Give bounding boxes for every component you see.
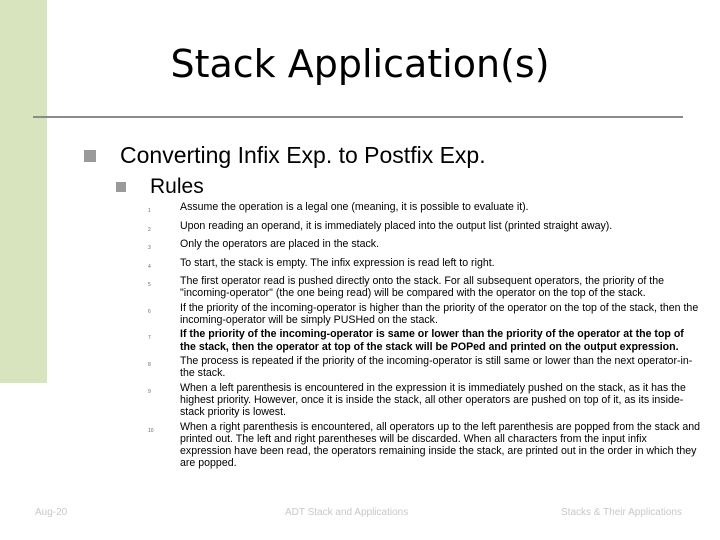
square-bullet-icon: [84, 150, 96, 162]
rule-item: [148, 355, 700, 379]
square-bullet-icon: [116, 182, 126, 192]
rule-number: 2: [148, 226, 151, 233]
rule-item: [148, 257, 700, 273]
title-divider: [33, 116, 683, 118]
rule-item: [148, 302, 700, 326]
rule-item: [148, 328, 700, 352]
rule-text: Only the operators are placed in the stack.: [180, 238, 380, 250]
bullet-level1-text: Converting Infix Exp. to Postfix Exp.: [120, 142, 486, 168]
rule-text: Assume the operation is a legal one (meaning, it is possible to evaluate it).: [180, 201, 529, 213]
rule-item: [148, 220, 700, 236]
rule-item: [148, 275, 700, 299]
rule-text: The first operator read is pushed directly onto the stack. For all subsequent operators, the priority of the "incoming-operator" (the one being read) will be compared with the operator on the top of the stack.: [180, 275, 665, 300]
rule-item: [148, 201, 700, 217]
rule-number: 8: [148, 362, 151, 369]
rule-text: If the priority of the incoming-operator is higher than the priority of the operator on the top of the stack, then the incoming-operator will be simply PUSHed on the stack.: [180, 301, 699, 326]
rule-number: 4: [148, 263, 151, 270]
rule-number: 7: [148, 335, 151, 342]
rule-text: To start, the stack is empty. The infix expression is read left to right.: [180, 256, 495, 269]
footer-title: ADT Stack and Applications: [285, 507, 409, 518]
rule-number: 1: [148, 208, 151, 214]
rule-text: If the priority of the incoming-operator is same or lower than the priority of the operator at the top of the stack, then the operator at top of the stack will be POPed and printed on the output expression.: [180, 328, 684, 353]
bullet-level2: [116, 175, 204, 199]
rule-number: 3: [148, 245, 151, 251]
rule-text: When a left parenthesis is encountered in the expression it is immediately pushed on the stack, as it has the highest priority. However, once it is inside the stack, all other operators are pushed on top of it, as its inside-stack priority is lowest.: [180, 381, 686, 419]
bullet-level2-text: Rules: [150, 175, 204, 198]
rule-text: Upon reading an operand, it is immediately placed into the output list (printed straight away).: [180, 219, 613, 232]
rule-number: 6: [148, 308, 151, 315]
rules-list: [148, 201, 700, 472]
rule-text: When a right parenthesis is encountered, all operators up to the left parenthesis are popped from the stack and printed out. The left and right parentheses will be discarded. When all characters from the input infix expression have been read, the operators remaining inside the stack, are printed out in the order in which they are popped.: [180, 420, 700, 470]
rule-text: The process is repeated if the priority of the incoming-operator is still same or lower than the next operator-in-the stack.: [180, 355, 693, 380]
rule-number: 5: [148, 282, 151, 288]
footer-section: Stacks & Their Applications: [561, 507, 682, 518]
bullet-level1: [84, 142, 486, 169]
rule-number: 10: [148, 427, 154, 434]
footer-date: Aug-20: [35, 507, 68, 518]
rule-number: 9: [148, 388, 151, 395]
rule-item: [148, 421, 700, 470]
rule-item: [148, 382, 700, 419]
rule-item: [148, 238, 700, 254]
slide-title: Stack Application(s): [170, 42, 550, 86]
